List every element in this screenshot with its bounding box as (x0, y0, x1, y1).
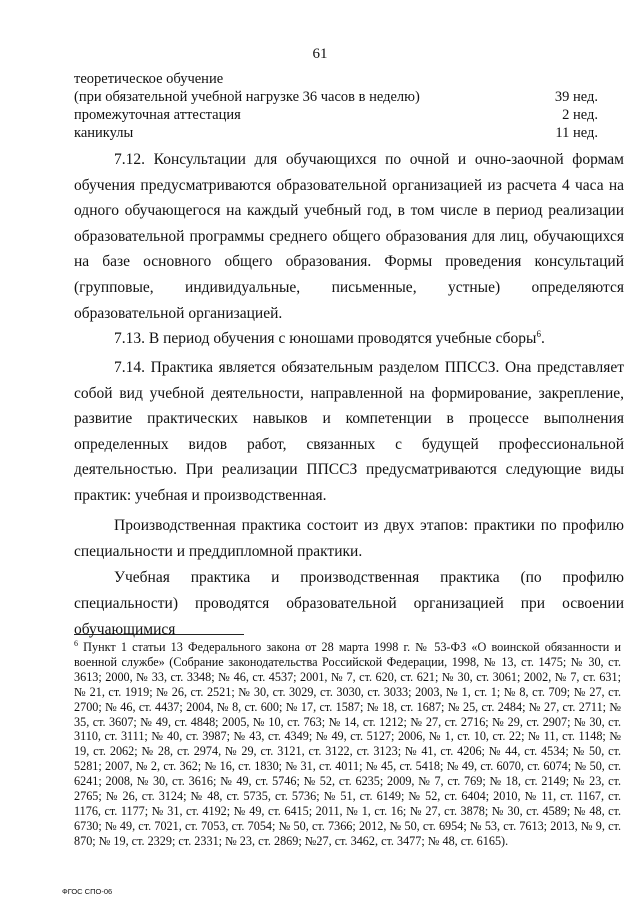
paragraph-7-13-block (74, 326, 624, 352)
footnote-reference: 6 (536, 328, 541, 339)
page-number: 61 (312, 46, 328, 62)
schedule-label: каникулы (74, 125, 134, 141)
paragraph-7-14-block (74, 355, 624, 509)
footnote (74, 640, 621, 849)
paragraph-7-14: 7.14. Практика является обязательным разделом ППССЗ. Она представляет собой вид учебной деятельности, направленной на формирование, закрепление, развитие практических навыков и компетенции в процессе выполнения определенных видов работ, связанных с будущей профессиональной деятельностью. При реализации ППССЗ предусматриваются следующие виды практик: учебная и производственная. (74, 359, 624, 504)
schedule-row (74, 106, 598, 124)
schedule-row (74, 88, 598, 106)
paragraph-production-practice: Производственная практика состоит из двух этапов: практики по профилю специальности и преддипломной практики. (74, 517, 624, 560)
paragraph-7-12: 7.12. Консультации для обучающихся по очной и очно-заочной формам обучения предусматриваются образовательной организацией из расчета 4 часа на одного обучающегося на каждый учебный год, в том числе в период реализации образовательной программы среднего общего образования для лиц, обучающихся на базе основного общего образования. Формы проведения консультаций (групповые, индивидуальные, письменные, устные) определяются образовательной организацией. (74, 151, 624, 322)
schedule-label: теоретическое обучение (74, 71, 224, 87)
paragraph-7-13 (74, 326, 624, 352)
paragraph-study-practice-block (74, 565, 624, 643)
paragraph-7-12-block (74, 147, 624, 326)
schedule-row (74, 124, 598, 142)
schedule-label: промежуточная аттестация (74, 107, 241, 123)
schedule-block (74, 70, 598, 142)
paragraph-7-13-text: 7.13. В период обучения с юношами проводятся учебные сборы (114, 330, 537, 347)
footnote-mark: 6 (74, 638, 78, 648)
schedule-label: (при обязательной учебной нагрузке 36 часов в неделю) (74, 89, 420, 105)
schedule-row (74, 70, 598, 88)
footnote-text: Пункт 1 статьи 13 Федерального закона от 28 марта 1998 г. № 53-ФЗ «О воинской обязанности и военной службе» (Собрание законодательства Российской Федерации, 1998, № 13, ст. 1475; № 30, ст. 3613; 2000, № 33, ст. 3348; № 46, ст. 4537; 2001, № 7, ст. 620, ст. 621; № 30, ст. 3061; 2002, № 7, ст. 631; № 21, ст. 1919; № 26, ст. 2521; № 30, ст. 3029, ст. 3030, ст. 3033; 2003, № 1, ст. 1; № 8, ст. 709; № 27, ст. 2700; № 46, ст. 4437; 2004, № 8, ст. 600; № 17, ст. 1587; № 18, ст. 1687; № 25, ст. 2484; № 27, ст. 2711; № 35, ст. 3607; № 49, ст. 4848; 2005, № 10, ст. 763; № 14, ст. 1212; № 27, ст. 2716; № 29, ст. 2907; № 30, ст. 3110, ст. 3111; № 40, ст. 3987; № 43, ст. 4349; № 49, ст. 5127; 2006, № 1, ст. 10, ст. 22; № 11, ст. 1148; № 19, ст. 2062; № 28, ст. 2974, № 29, ст. 3121, ст. 3122, ст. 3123; № 41, ст. 4206; № 44, ст. 4534; № 50, ст. 5281; 2007, № 2, ст. 362; № 16, ст. 1830; № 31, ст. 4011; № 45, ст. 5418; № 49, ст. 6070, ст. 6074; № 50, ст. 6241; 2008, № 30, ст. 3616; № 49, ст. 5746; № 52, ст. 6235; 2009, № 7, ст. 769; № 18, ст. 2149; № 23, ст. 2765; № 26, ст. 3124; № 48, ст. 5735, ст. 5736; № 51, ст. 6149; № 52, ст. 6404; 2010, № 11, ст. 1167, ст. 1176, ст. 1177; № 31, ст. 4192; № 49, ст. 6415; 2011, № 1, ст. 16; № 27, ст. 3878; № 30, ст. 4589; № 48, ст. 6730; № 49, ст. 7021, ст. 7053, ст. 7054; № 50, ст. 7366; 2012, № 50, ст. 6954; № 53, ст. 7613; 2013, № 9, ст. 870; № 19, ст. 2329; ст. 2331; № 23, ст. 2869; №27, ст. 3462, ст. 3477; № 48, ст. 6165). (74, 640, 621, 848)
footnote-divider (74, 634, 244, 635)
schedule-value: 11 нед. (555, 125, 598, 141)
paragraph-7-13-end: . (540, 330, 545, 347)
schedule-value: 39 нед. (554, 89, 598, 105)
document-footer-code: ФГОС СПО-06 (62, 887, 113, 896)
paragraph-study-practice: Учебная практика и производственная практика (по профилю специальности) проводятся образовательной организацией при освоении обучающимися (74, 569, 624, 638)
schedule-value: 2 нед. (562, 107, 598, 123)
paragraph-production-practice-block (74, 513, 624, 564)
